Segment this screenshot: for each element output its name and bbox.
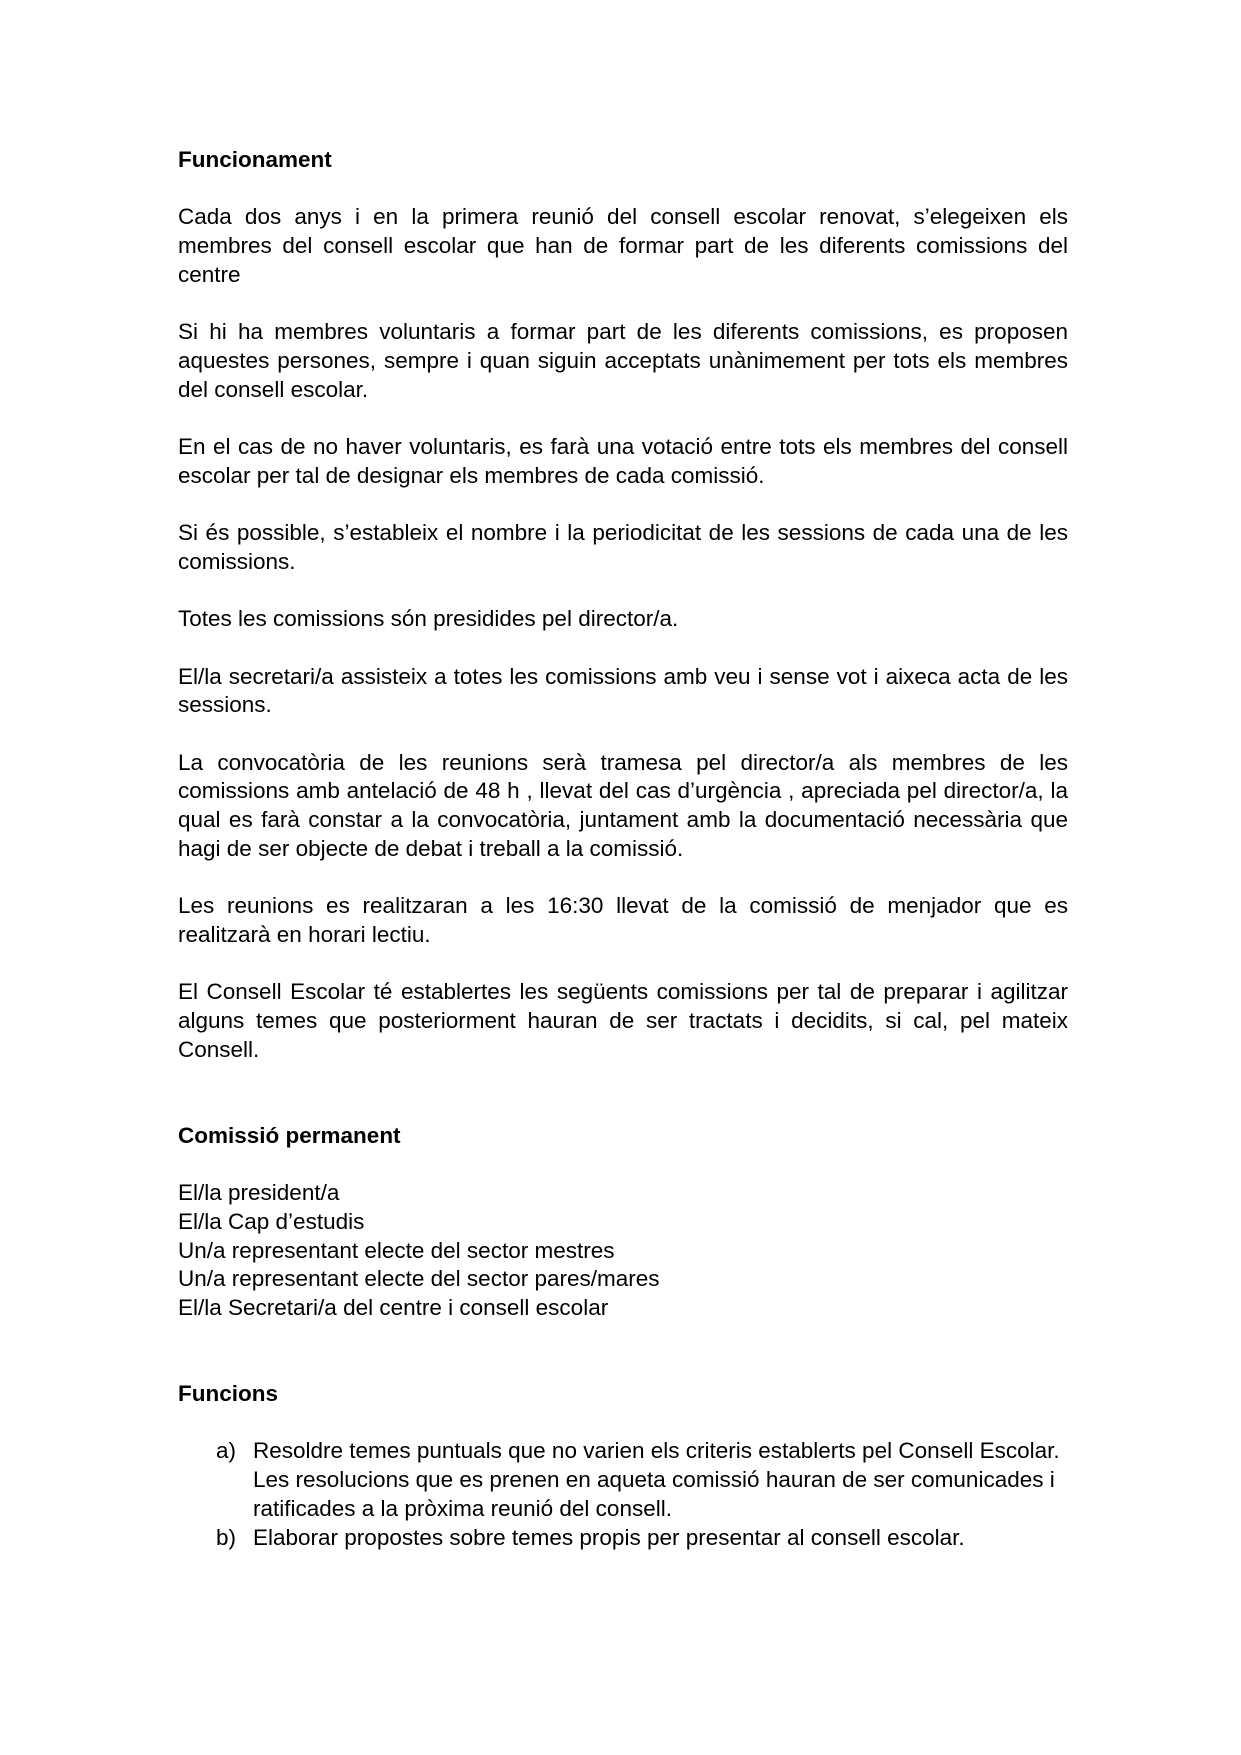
list-item-text: Resoldre temes puntuals que no varien els criteris establerts pel Consell Escolar. Les resolucions que es prenen en aqueta comissió hauran de ser comunicades i ratificades a la pròxima reunió del consell. <box>253 1438 1060 1521</box>
list-marker: b) <box>216 1524 237 1550</box>
member-item: Un/a representant electe del sector mestres <box>178 1237 615 1263</box>
section-heading-funcions: Funcions <box>178 1381 278 1407</box>
paragraph: Les reunions es realitzaran a les 16:30 llevat de la comissió de menjador que es realitzarà en horari lectiu. <box>178 893 1068 947</box>
funcions-list <box>178 1437 1068 1552</box>
list-marker: a) <box>216 1438 237 1464</box>
members-list <box>178 1179 1068 1323</box>
paragraph: Si hi ha membres voluntaris a formar part de les diferents comissions, es proposen aquestes persones, sempre i quan siguin acceptats unànimement per tots els membres del consell escolar. <box>178 319 1068 402</box>
paragraph: El/la secretari/a assisteix a totes les comissions amb veu i sense vot i aixeca acta de les sessions. <box>178 663 1068 718</box>
paragraph: Cada dos anys i en la primera reunió del consell escolar renovat, s’elegeixen els membres del consell escolar que han de formar part de les diferents comissions del centre <box>178 204 1068 287</box>
paragraph: El Consell Escolar té establertes les següents comissions per tal de preparar i agilitzar alguns temes que posteriorment hauran de ser tractats i decidits, si cal, pel mateix Consell. <box>178 979 1068 1062</box>
paragraph: Si és possible, s’estableix el nombre i la periodicitat de les sessions de cada una de les comissions. <box>178 520 1068 574</box>
member-item: Un/a representant electe del sector pares/mares <box>178 1266 660 1292</box>
section-heading-comissio-permanent: Comissió permanent <box>178 1122 401 1148</box>
list-item <box>178 1524 1068 1553</box>
paragraph: La convocatòria de les reunions serà tramesa pel director/a als membres de les comissions amb antelació de 48 h , llevat del cas d’urgència , apreciada pel director/a, la qual es farà constar a la convocatòria, juntament amb la documentació necessària que hagi de ser objecte de debat i treball a la comissió. <box>178 749 1068 861</box>
list-item-text: Elaborar propostes sobre temes propis per presentar al consell escolar. <box>253 1524 965 1550</box>
paragraph: Totes les comissions són presidides pel director/a. <box>178 606 679 632</box>
paragraph: En el cas de no haver voluntaris, es farà una votació entre tots els membres del consell escolar per tal de designar els membres de cada comissió. <box>178 433 1068 488</box>
member-item: El/la Secretari/a del centre i consell escolar <box>178 1294 609 1320</box>
document-page <box>178 146 1068 1552</box>
member-item: El/la Cap d’estudis <box>178 1208 365 1234</box>
member-item: El/la president/a <box>178 1180 340 1206</box>
list-item <box>178 1437 1068 1523</box>
section-heading-funcionament: Funcionament <box>178 147 332 172</box>
